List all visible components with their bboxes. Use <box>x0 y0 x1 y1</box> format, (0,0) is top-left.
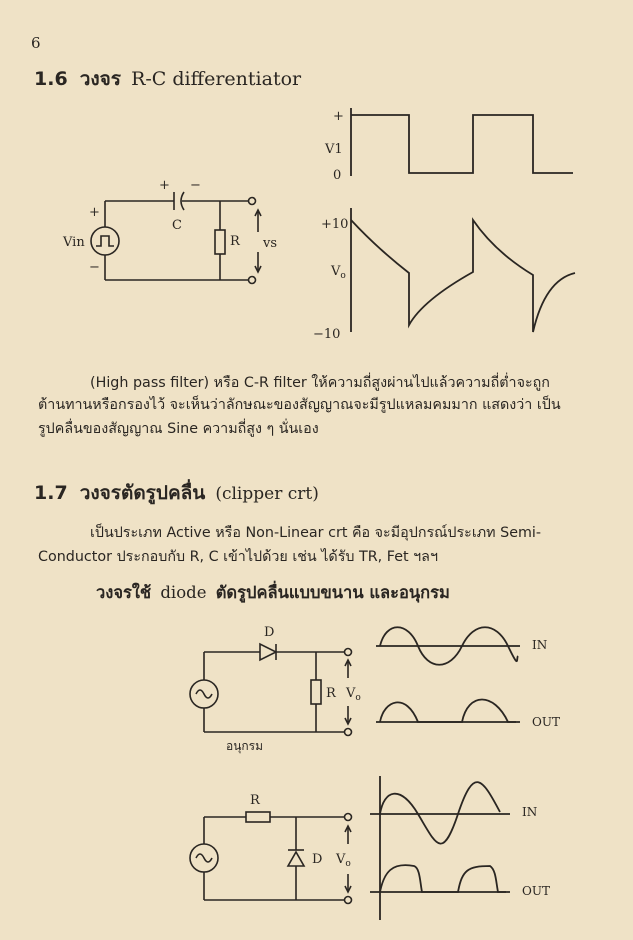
vo-label: $V_o$ <box>346 686 361 703</box>
subheading-thai-b: ตัดรูปคลื่นแบบขนาน และอนุกรม <box>215 583 450 602</box>
section-title-en: (clipper crt) <box>215 484 319 504</box>
paragraph-1-line-1: (High pass filter) หรือ C-R filter ให้ความถี่สูงผ่านไปแล้วความถี่ต่ำจะถูก <box>90 375 550 391</box>
clipper-subheading <box>96 580 450 606</box>
output-label: vs <box>263 236 278 251</box>
diode-label: D <box>264 625 275 640</box>
parallel-waveforms <box>360 770 590 930</box>
paragraph-2-line-1: เป็นประเภท Active หรือ Non-Linear crt คือ จะมีอุปกรณ์ประเภท Semi- <box>90 525 542 541</box>
paragraph-1-line-2: ต้านทานหรือกรองไว้ จะเห็นว่าลักษณะของสัญญาณจะมีรูปแหลมคมมาก แสดงว่า เป็น <box>38 397 561 413</box>
subheading-thai-a: วงจรใช้ <box>96 583 152 602</box>
vo-label: $V_o$ <box>336 852 351 869</box>
zero-label: 0 <box>333 168 342 183</box>
section-title-thai: วงจรตัดรูปคลื่น <box>79 482 206 504</box>
source-minus-label: − <box>89 260 100 275</box>
series-waveforms <box>370 616 590 736</box>
cap-minus-label: − <box>190 178 201 193</box>
paragraph-2-line-2: Conductor ประกอบกับ R, C เข้าไปด้วย เช่น ได้รับ TR, Fet ฯลฯ <box>38 549 438 565</box>
page-number: 6 <box>31 34 41 52</box>
subheading-en: diode <box>160 583 207 602</box>
rc-waveforms <box>305 100 585 350</box>
vo-label: $V_o$ <box>331 264 346 281</box>
source-plus-label: + <box>89 205 100 220</box>
parallel-diode-circuit <box>180 790 370 920</box>
cap-plus-label: + <box>159 178 170 193</box>
out-label: OUT <box>532 715 560 729</box>
series-diode-circuit <box>180 620 370 755</box>
v1-plus-label: + <box>333 109 344 124</box>
in-label: IN <box>522 805 538 819</box>
series-caption: อนุกรม <box>226 739 264 753</box>
in-label: IN <box>532 638 548 652</box>
source-label: Vin <box>63 235 85 250</box>
resistor-label: R <box>230 234 240 249</box>
section-number: 1.6 <box>34 68 68 90</box>
v1-label: V1 <box>325 142 343 157</box>
section-number: 1.7 <box>34 482 68 504</box>
section-1-7-heading <box>34 478 319 508</box>
section-title-thai: วงจร <box>79 68 122 90</box>
paragraph-1-line-3: รูปคลื่นของสัญญาณ Sine ความถี่สูง ๆ นั่นเอง <box>38 421 319 437</box>
plus10-label: +10 <box>321 217 349 232</box>
resistor-label: R <box>250 793 260 808</box>
section-1-6-heading <box>34 64 301 94</box>
minus10-label: −10 <box>313 327 341 342</box>
section-title-en: R-C differentiator <box>131 68 302 90</box>
diode-label: D <box>312 852 323 867</box>
cap-label: C <box>172 218 182 233</box>
out-label: OUT <box>522 884 550 898</box>
resistor-label: R <box>326 686 336 701</box>
rc-differentiator-circuit <box>60 170 290 300</box>
